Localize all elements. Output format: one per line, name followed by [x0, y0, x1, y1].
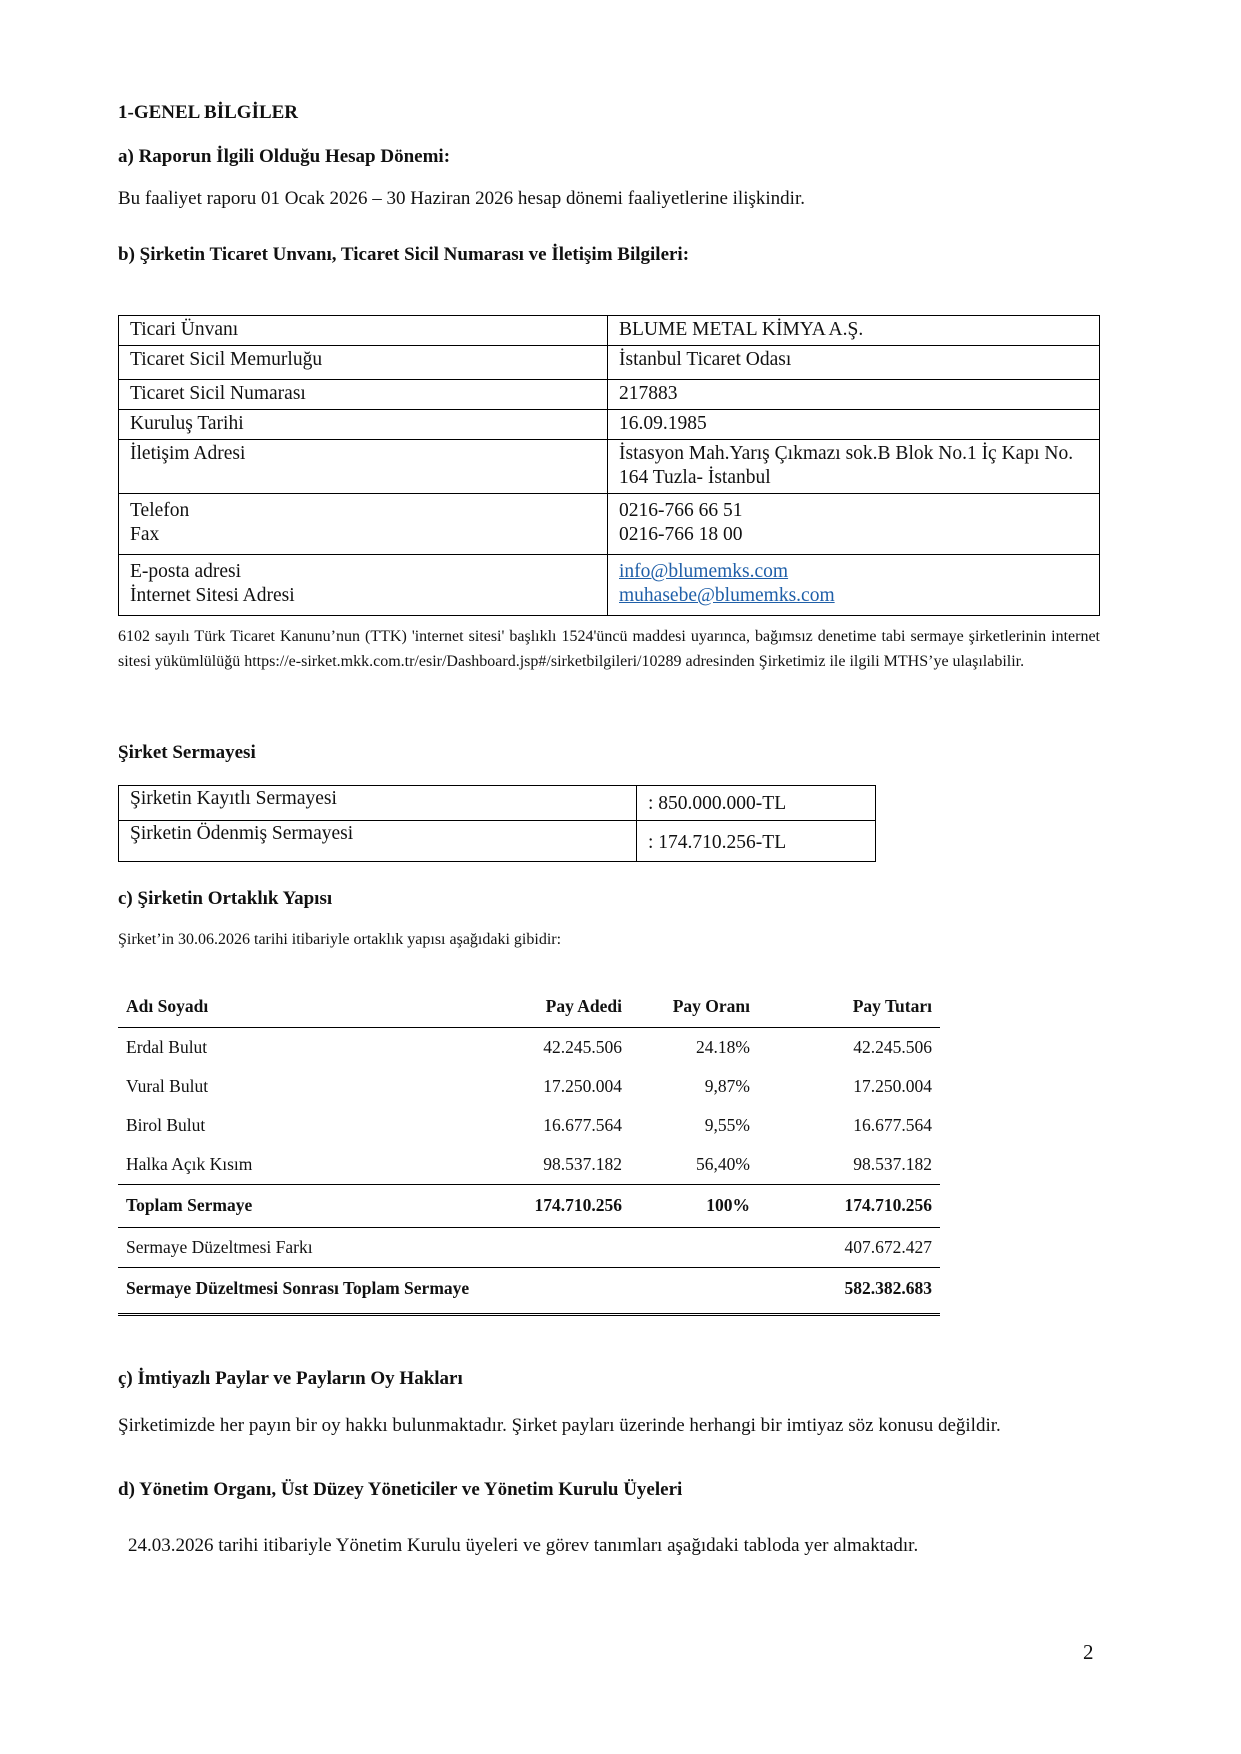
table-row: [118, 1028, 940, 1068]
share-amount: 42.245.506: [853, 1037, 932, 1057]
share-count: 17.250.004: [543, 1076, 622, 1096]
ownership-intro: Şirket’in 30.06.2026 tarihi itibariyle ortaklık yapısı aşağıdaki gibidir:: [118, 931, 562, 948]
email-link-info[interactable]: info@blumemks.com: [619, 561, 789, 582]
shareholder-name: Birol Bulut: [126, 1115, 206, 1135]
info-value: [608, 555, 1100, 616]
table-header-row: [118, 990, 940, 1028]
total-row: [118, 1185, 940, 1228]
capital-value: : 850.000.000-TL: [637, 786, 876, 821]
col-header-name: Adı Soyadı: [118, 990, 494, 1028]
shareholder-name: Vural Bulut: [126, 1076, 209, 1096]
email-label: E-posta adresi: [130, 561, 242, 582]
paragraph-cc: Şirketimizde her payın bir oy hakkı bulunmaktadır. Şirket payları üzerinde herhangi bir imtiyaz söz konusu değildir.: [118, 1415, 1001, 1436]
website-label: İnternet Sitesi Adresi: [130, 585, 295, 606]
table-row: [119, 555, 1100, 616]
table-row: [119, 494, 1100, 555]
final-total-label: Sermaye Düzeltmesi Sonrası Toplam Sermaye: [118, 1268, 758, 1315]
paragraph-a: Bu faaliyet raporu 01 Ocak 2026 – 30 Haziran 2026 hesap dönemi faaliyetlerine ilişkindir.: [118, 188, 805, 209]
total-shares: 174.710.256: [494, 1185, 630, 1228]
share-count: 42.245.506: [543, 1037, 622, 1057]
phone-value: 0216-766 66 51: [619, 500, 743, 521]
table-row: [119, 316, 1100, 346]
table-row: [119, 346, 1100, 380]
adjustment-row: [118, 1228, 940, 1268]
share-count: 16.677.564: [543, 1115, 622, 1135]
heading-d: d) Yönetim Organı, Üst Düzey Yöneticiler ve Yönetim Kurulu Üyeleri: [118, 1479, 683, 1500]
share-ratio: 24.18%: [696, 1037, 750, 1057]
info-key: [119, 494, 608, 555]
share-amount: 98.537.182: [853, 1154, 932, 1174]
info-key: Ticaret Sicil Numarası: [119, 380, 608, 410]
company-info-table: [118, 315, 1100, 616]
table-row: [119, 440, 1100, 494]
info-value: İstanbul Ticaret Odası: [608, 346, 1100, 380]
share-ratio: 9,55%: [704, 1115, 750, 1135]
adjustment-amount: 407.672.427: [844, 1237, 932, 1257]
info-key: İletişim Adresi: [119, 440, 608, 494]
table-row: [118, 1067, 940, 1106]
share-ratio: 56,40%: [696, 1154, 750, 1174]
mths-note: 6102 sayılı Türk Ticaret Kanunu’nun (TTK) 'internet sitesi' başlıklı 1524'üncü maddesi uyarınca, bağımsız denetime tabi sermaye şirketlerinin internet sitesi yükümlülüğü https://e-sirket.mkk.com.tr/esir/Dashboard.jsp#/sirketbilgileri/10289 adresinden Şirketimiz ile ilgili MTHS’ye ulaşılabilir.: [118, 628, 1100, 670]
heading-cc: ç) İmtiyazlı Paylar ve Payların Oy Hakları: [118, 1368, 463, 1389]
share-amount: 16.677.564: [853, 1115, 932, 1135]
capital-heading: Şirket Sermayesi: [118, 742, 256, 763]
capital-key: Şirketin Kayıtlı Sermayesi: [119, 786, 637, 821]
info-value: İstasyon Mah.Yarış Çıkmazı sok.B Blok No.1 İç Kapı No. 164 Tuzla- İstanbul: [608, 440, 1100, 494]
email-link-muhasebe[interactable]: muhasebe@blumemks.com: [619, 585, 835, 606]
adjustment-label: Sermaye Düzeltmesi Farkı: [126, 1237, 313, 1257]
table-row: [119, 380, 1100, 410]
paragraph-d: 24.03.2026 tarihi itibariyle Yönetim Kurulu üyeleri ve görev tanımları aşağıdaki tabloda yer almaktadır.: [128, 1535, 919, 1556]
capital-table: [118, 785, 876, 862]
table-row: [118, 1145, 940, 1185]
shareholder-name: Halka Açık Kısım: [126, 1154, 253, 1174]
final-total-amount: 582.382.683: [758, 1268, 940, 1315]
total-amount: 174.710.256: [758, 1185, 940, 1228]
total-ratio: 100%: [630, 1185, 758, 1228]
share-amount: 17.250.004: [853, 1076, 932, 1096]
table-row: [119, 786, 876, 821]
share-count: 98.537.182: [543, 1154, 622, 1174]
page-number: 2: [1083, 1640, 1094, 1664]
table-row: [119, 821, 876, 862]
table-row: [119, 410, 1100, 440]
col-header-amount: Pay Tutarı: [758, 990, 940, 1028]
heading-a: a) Raporun İlgili Olduğu Hesap Dönemi:: [118, 146, 451, 167]
info-key: [119, 555, 608, 616]
fax-value: 0216-766 18 00: [619, 524, 743, 545]
info-value: 217883: [608, 380, 1100, 410]
info-value: BLUME METAL KİMYA A.Ş.: [608, 316, 1100, 346]
final-total-row: [118, 1268, 940, 1315]
capital-value: : 174.710.256-TL: [637, 821, 876, 862]
total-label: Toplam Sermaye: [118, 1185, 494, 1228]
col-header-ratio: Pay Oranı: [630, 990, 758, 1028]
col-header-shares: Pay Adedi: [494, 990, 630, 1028]
info-value: [608, 494, 1100, 555]
table-row: [118, 1106, 940, 1145]
info-key: Ticari Ünvanı: [119, 316, 608, 346]
info-key: Kuruluş Tarihi: [119, 410, 608, 440]
phone-label: Telefon: [130, 500, 190, 521]
ownership-table: [118, 990, 940, 1316]
capital-key: Şirketin Ödenmiş Sermayesi: [119, 821, 637, 862]
heading-b: b) Şirketin Ticaret Unvanı, Ticaret Sicil Numarası ve İletişim Bilgileri:: [118, 244, 690, 265]
info-key: Ticaret Sicil Memurluğu: [119, 346, 608, 380]
heading-c: c) Şirketin Ortaklık Yapısı: [118, 888, 333, 909]
fax-label: Fax: [130, 524, 160, 545]
info-value: 16.09.1985: [608, 410, 1100, 440]
share-ratio: 9,87%: [704, 1076, 750, 1096]
section-title: 1-GENEL BİLGİLER: [118, 102, 299, 123]
shareholder-name: Erdal Bulut: [126, 1037, 208, 1057]
